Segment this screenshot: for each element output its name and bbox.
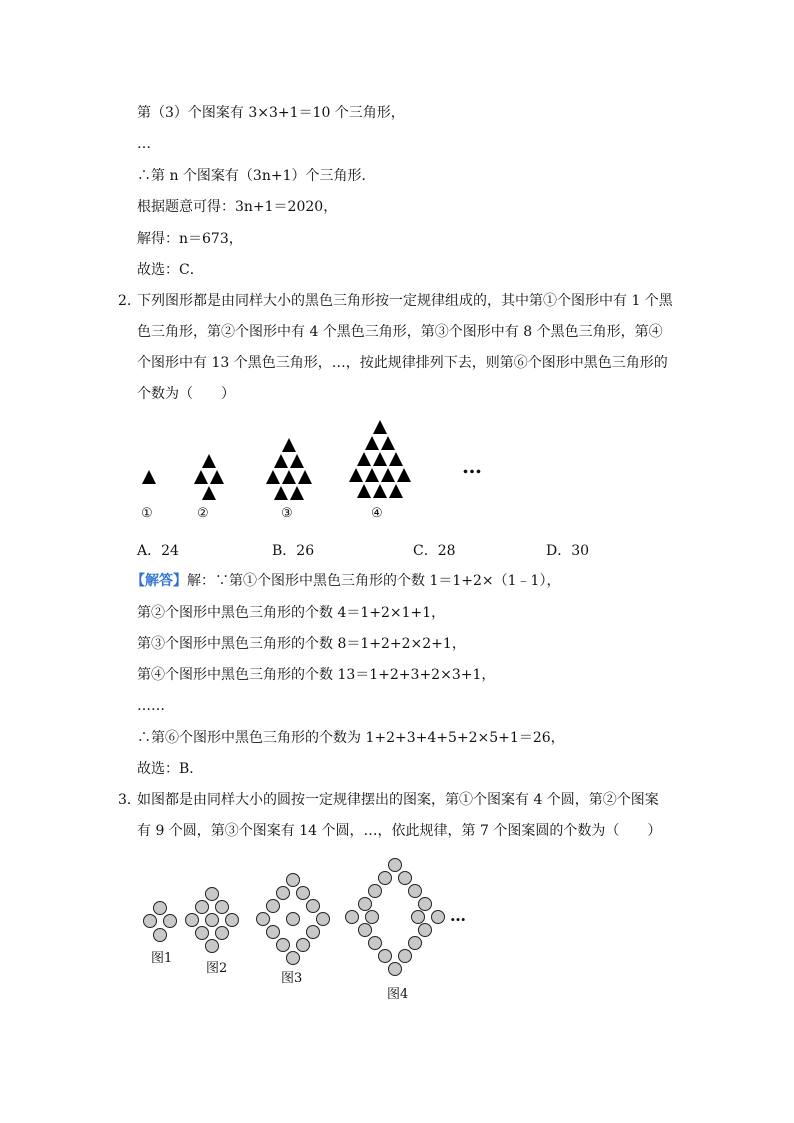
figure-label: ④	[371, 506, 383, 521]
circle	[307, 926, 320, 939]
circle	[359, 898, 372, 911]
circle	[412, 911, 425, 924]
black-triangle	[373, 452, 387, 466]
circle	[369, 937, 382, 950]
question-text: 如图都是由同样大小的圆按一定规律摆出的图案，第①个图案有 4 个圆，第②个图案	[137, 792, 659, 808]
question-number: 3．	[118, 792, 141, 808]
circle	[297, 887, 310, 900]
option-c: C．28	[413, 543, 456, 559]
circle	[432, 911, 445, 924]
circle	[206, 940, 219, 953]
black-triangle	[210, 470, 224, 484]
solution-line: 故选：C．	[137, 262, 204, 278]
black-triangle	[202, 454, 216, 468]
black-triangle	[365, 436, 379, 450]
circle	[154, 929, 167, 942]
question-text: 色三角形，第②个图形中有 4 个黑色三角形，第③个图形中有 8 个黑色三角形，第④	[137, 324, 663, 340]
circle	[379, 950, 392, 963]
circle	[409, 937, 422, 950]
solution-line: 第（3）个图案有 3×3+1＝10 个三角形，	[137, 105, 405, 121]
circle-figure-1	[144, 902, 177, 942]
circle	[399, 872, 412, 885]
circle-figure-4	[346, 859, 445, 976]
question-text: 有 9 个圆，第③个图案有 14 个圆，…，依此规律，第 7 个图案圆的个数为（ ）	[137, 823, 662, 839]
answer-line: 故选：B．	[137, 761, 204, 777]
black-triangle	[389, 452, 403, 466]
black-triangle	[202, 486, 216, 500]
question-text: 个数为（ ）	[137, 386, 235, 402]
black-triangle	[194, 470, 208, 484]
circle	[206, 914, 219, 927]
black-triangle	[290, 486, 304, 500]
circle	[307, 900, 320, 913]
circle	[409, 885, 422, 898]
black-triangle	[298, 470, 312, 484]
black-triangle	[381, 436, 395, 450]
circle	[297, 939, 310, 952]
circle	[287, 874, 300, 887]
black-triangle	[274, 486, 288, 500]
answer-line: 第③个图形中黑色三角形的个数 8＝1+2+2×2+1，	[137, 636, 466, 652]
ellipsis: …	[462, 454, 482, 478]
black-triangle	[282, 438, 296, 452]
circle	[419, 898, 432, 911]
circle	[196, 927, 209, 940]
circle	[164, 915, 177, 928]
circle	[366, 911, 379, 924]
circle	[216, 927, 229, 940]
answer-text: 解：∵第①个图形中黑色三角形的个数 1＝1+2×（1﹣1），	[187, 573, 561, 589]
solution-line: 解得：n＝673，	[137, 231, 243, 247]
circle	[277, 887, 290, 900]
triangle-figure-2	[194, 454, 224, 500]
black-triangle	[381, 468, 395, 482]
circle	[369, 885, 382, 898]
option-b: B．26	[272, 543, 315, 559]
circle	[206, 888, 219, 901]
black-triangle	[373, 484, 387, 498]
question-text: 个图形中有 13 个黑色三角形，…，按此规律排列下去，则第⑥个图形中黑色三角形的	[137, 355, 668, 371]
figure-label: 图3	[281, 971, 303, 986]
answer-line: ∴第⑥个图形中黑色三角形的个数为 1+2+3+4+5+2×5+1＝26，	[137, 730, 565, 746]
triangle-figure-3	[266, 438, 312, 500]
question-number: 2．	[118, 293, 141, 309]
circle	[196, 901, 209, 914]
figure-label: 图4	[387, 987, 409, 1002]
circle	[287, 913, 300, 926]
figure-label: 图2	[206, 961, 228, 976]
circle	[154, 902, 167, 915]
solution-line: ∴第 n 个图案有（3n+1）个三角形．	[137, 168, 376, 184]
black-triangle	[357, 484, 371, 498]
circle	[346, 911, 359, 924]
triangle-figure-4	[349, 420, 411, 498]
black-triangle	[349, 468, 363, 482]
black-triangle	[365, 468, 379, 482]
option-d: D．30	[546, 543, 590, 559]
answer-line: 第②个图形中黑色三角形的个数 4＝1+2×1+1，	[137, 605, 446, 621]
figure-label: ①	[141, 506, 153, 521]
ellipsis: …	[450, 906, 466, 925]
circle	[317, 913, 330, 926]
figure-label: 图1	[151, 951, 173, 966]
figure-label: ②	[197, 506, 209, 521]
circle	[287, 952, 300, 965]
circle	[186, 914, 199, 927]
circle	[389, 963, 402, 976]
circle	[379, 872, 392, 885]
circle	[359, 924, 372, 937]
black-triangle	[389, 484, 403, 498]
solution-line: …	[137, 136, 151, 152]
black-triangle	[274, 454, 288, 468]
figure-label: ③	[281, 506, 293, 521]
answer-tag: 【解答】	[131, 573, 187, 589]
black-triangle	[290, 454, 304, 468]
circle	[389, 859, 402, 872]
black-triangle	[357, 452, 371, 466]
option-a: A．24	[137, 543, 179, 559]
circle	[226, 914, 239, 927]
circle	[144, 915, 157, 928]
triangle-figure-1	[142, 470, 156, 484]
circle	[267, 900, 280, 913]
circle	[419, 924, 432, 937]
black-triangle	[397, 468, 411, 482]
answer-line: 第④个图形中黑色三角形的个数 13＝1+2+3+2×3+1，	[137, 667, 496, 683]
circle	[277, 939, 290, 952]
circle	[216, 901, 229, 914]
circle	[267, 926, 280, 939]
solution-line: 根据题意可得：3n+1＝2020，	[137, 199, 338, 215]
black-triangle	[142, 470, 156, 484]
black-triangle	[282, 470, 296, 484]
question-text: 下列图形都是由同样大小的黑色三角形按一定规律组成的，其中第①个图形中有 1 个黑	[137, 293, 673, 309]
circle-figure-2	[186, 888, 239, 953]
circle-figure-3	[257, 874, 330, 965]
answer-line: ……	[137, 698, 165, 714]
black-triangle	[373, 420, 387, 434]
black-triangle	[266, 470, 280, 484]
circle	[399, 950, 412, 963]
circle	[257, 913, 270, 926]
answer-line	[131, 571, 560, 591]
